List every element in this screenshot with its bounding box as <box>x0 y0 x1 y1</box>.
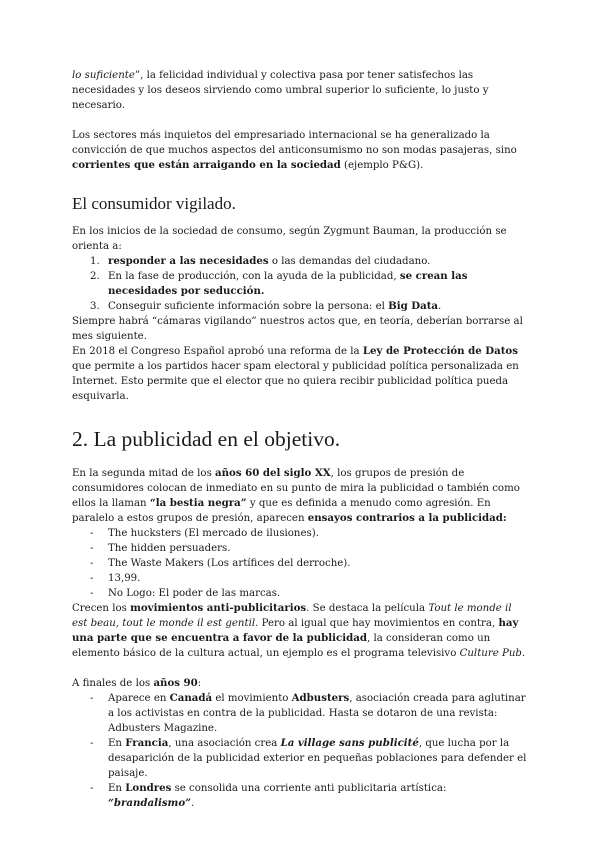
intro-paragraph-1: lo suficiente”, la felicidad individual y colectiva pasa por tener satisfechos las necesidades y los deseos sirviendo como umbral superior lo suficiente, lo justo y necesario. <box>72 70 489 111</box>
camaras-paragraph: Siempre habrá “cámaras vigilando” nuestros actos que, en teoría, deberían borrarse al mes siguiente. <box>72 316 523 342</box>
section2-paragraph-3: A finales de los años 90: <box>72 677 202 689</box>
section2-paragraph-1: En la segunda mitad de los años 60 del siglo XX, los grupos de presión de consumidores colocan de inmediato en su punto de mira la publicidad o también como ellos la llaman “la bestia negra” y que es definida a menudo como agresión. En paralelo a estos grupos de presión, aparecen ensayos contrarios a la publicidad: <box>72 467 520 524</box>
list-item: - 13,99. <box>90 573 141 584</box>
section-heading-2: 2. La publicidad en el objetivo. <box>72 427 341 451</box>
list-item: - No Logo: El poder de las marcas. <box>90 588 281 599</box>
section2-paragraph-2: Crecen los movimientos anti-publicitarios. Se destaca la película Tout le monde il est beau, tout le monde il est gentil. Pero al igual que hay movimientos en contra, hay una parte que se encuentra a favor de la publicidad, la consideran como un elemento básico de la cultura actual, un ejemplo es el programa televisivo Culture Pub. <box>72 602 526 659</box>
essays-list <box>72 526 528 601</box>
consumidor-intro: En los inicios de la sociedad de consumo, según Zygmunt Bauman, la producción se orienta a: <box>72 226 507 252</box>
list-item: - The Waste Makers (Los artífices del derroche). <box>90 558 351 569</box>
list-item: - En Londres se consolida una corriente anti publicitaria artística: “brandalismo”. <box>90 782 447 809</box>
bauman-list <box>72 254 528 314</box>
document-page <box>72 68 528 811</box>
list-item: 2. En la fase de producción, con la ayuda de la publicidad, se crean las necesidades por seducción. <box>90 270 468 297</box>
intro-paragraph-2: Los sectores más inquietos del empresariado internacional se ha generalizado la convicción de que muchos aspectos del anticonsumismo no son modas pasajeras, sino corrientes que están arraigando en la sociedad (ejemplo P&G). <box>72 130 517 171</box>
subheading-consumidor: El consumidor vigilado. <box>72 194 236 213</box>
ley-paragraph: En 2018 el Congreso Español aprobó una reforma de la Ley de Protección de Datos que permite a los partidos hacer spam electoral y publicidad política personalizada en Internet. Esto permite que el elector que no quiera recibir publicidad política pueda esquivarla. <box>72 345 519 402</box>
nineties-list <box>72 691 528 811</box>
list-item: - Aparece en Canadá el movimiento Adbusters, asociación creada para aglutinar a los activistas en contra de la publicidad. Hasta se dotaron de una revista: Adbusters Magazine. <box>90 692 526 734</box>
list-item: - The hidden persuaders. <box>90 543 231 554</box>
list-item: - The hucksters (El mercado de ilusiones). <box>90 528 319 539</box>
list-item: 1. responder a las necesidades o las demandas del ciudadano. <box>90 255 431 267</box>
list-item: 3. Conseguir suficiente información sobre la persona: el Big Data. <box>90 300 442 312</box>
list-item: - En Francia, una asociación crea La village sans publicité, que lucha por la desaparición de la publicidad exterior en pequeñas poblaciones para defender el paisaje. <box>90 737 527 779</box>
